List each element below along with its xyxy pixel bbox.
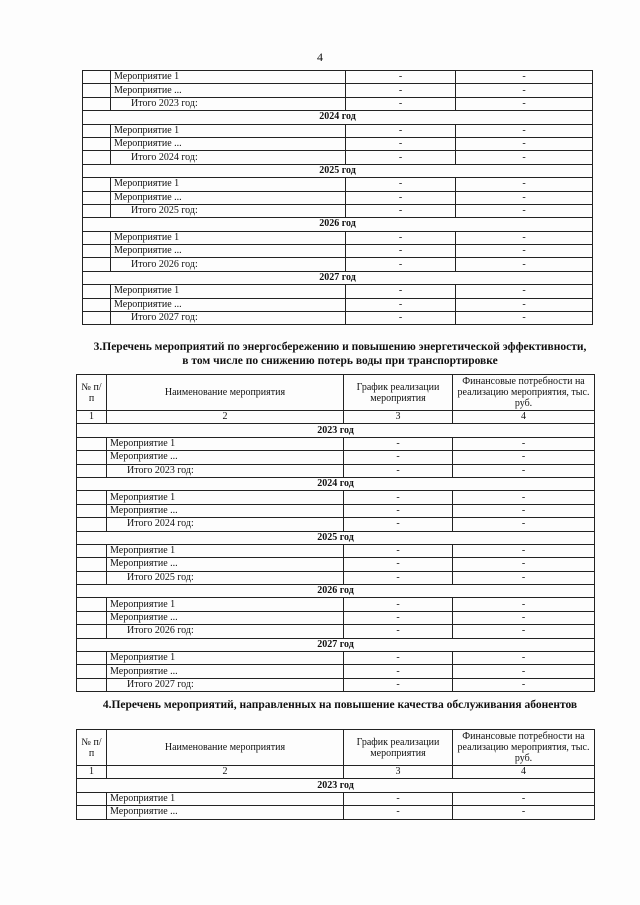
schedule-cell: - [344, 678, 453, 691]
activity-name-cell: Мероприятие 1 [111, 231, 346, 244]
total-row [83, 97, 593, 110]
schedule-cell: - [346, 245, 456, 258]
schedule-cell: - [346, 137, 456, 150]
row-number-cell [77, 464, 107, 477]
schedule-cell: - [344, 544, 453, 557]
total-row [77, 464, 595, 477]
row-number-cell [77, 611, 107, 624]
schedule-cell: - [344, 491, 453, 504]
activity-row [83, 231, 593, 244]
finance-cell: - [453, 806, 595, 819]
row-number-cell [77, 625, 107, 638]
year-header-row [77, 585, 595, 598]
row-number-cell [83, 231, 111, 244]
total-row [83, 258, 593, 271]
total-row [77, 625, 595, 638]
col-number-4: 4 [453, 411, 595, 424]
activity-name-cell: Мероприятие 1 [107, 544, 344, 557]
finance-cell: - [456, 285, 593, 298]
finance-cell: - [453, 544, 595, 557]
column-numbers-row [77, 411, 595, 424]
year-header-row [83, 111, 593, 124]
year-header-row [83, 271, 593, 284]
finance-cell: - [453, 558, 595, 571]
activity-name-cell: Итого 2027 год: [111, 312, 346, 325]
table-header-row [77, 375, 595, 411]
finance-cell: - [453, 611, 595, 624]
row-number-cell [77, 437, 107, 450]
year-header-row [83, 218, 593, 231]
row-number-cell [83, 137, 111, 150]
finance-cell: - [453, 464, 595, 477]
activity-row [77, 558, 595, 571]
row-number-cell [83, 71, 111, 84]
row-number-cell [83, 124, 111, 137]
schedule-cell: - [346, 178, 456, 191]
activity-row [77, 544, 595, 557]
finance-cell: - [453, 652, 595, 665]
activity-name-cell: Мероприятие ... [107, 451, 344, 464]
activity-row [83, 71, 593, 84]
year-label: 2027 год [83, 271, 593, 284]
row-number-cell [83, 84, 111, 97]
row-number-cell [83, 204, 111, 217]
activity-row [77, 491, 595, 504]
row-number-cell [77, 518, 107, 531]
year-label: 2023 год [77, 424, 595, 437]
year-label: 2023 год [77, 779, 595, 792]
schedule-cell: - [346, 97, 456, 110]
schedule-cell: - [344, 652, 453, 665]
row-number-cell [77, 598, 107, 611]
service-quality-table [76, 729, 595, 820]
activity-row [77, 598, 595, 611]
activity-name-cell: Мероприятие ... [111, 298, 346, 311]
finance-cell: - [453, 451, 595, 464]
section-3-heading: 3.Перечень мероприятий по энергосбережению и повышению энергетической эффективности, в том числе по снижению потерь воды при транспортировке [93, 341, 587, 367]
schedule-cell: - [346, 151, 456, 164]
schedule-cell: - [346, 124, 456, 137]
col-number-1: 1 [77, 411, 107, 424]
finance-cell: - [453, 792, 595, 805]
finance-cell: - [456, 124, 593, 137]
finance-cell: - [456, 151, 593, 164]
row-number-cell [83, 151, 111, 164]
finance-cell: - [456, 231, 593, 244]
finance-cell: - [453, 491, 595, 504]
finance-cell: - [456, 178, 593, 191]
finance-cell: - [456, 191, 593, 204]
activity-name-cell: Итого 2024 год: [111, 151, 346, 164]
finance-cell: - [456, 204, 593, 217]
finance-cell: - [456, 245, 593, 258]
activity-row [83, 178, 593, 191]
row-number-cell [77, 678, 107, 691]
row-number-cell [83, 191, 111, 204]
schedule-cell: - [346, 312, 456, 325]
finance-cell: - [453, 571, 595, 584]
activity-row [77, 437, 595, 450]
activity-name-cell: Мероприятие 1 [107, 491, 344, 504]
schedule-cell: - [344, 451, 453, 464]
row-number-cell [83, 312, 111, 325]
activity-row [83, 245, 593, 258]
row-number-cell [77, 652, 107, 665]
schedule-cell: - [344, 437, 453, 450]
activity-name-cell: Мероприятие 1 [111, 71, 346, 84]
row-number-cell [77, 451, 107, 464]
column-numbers-row [77, 766, 595, 779]
schedule-cell: - [346, 231, 456, 244]
activities-table-continued [82, 70, 593, 325]
activity-name-cell: Мероприятие 1 [107, 792, 344, 805]
year-header-row [83, 164, 593, 177]
year-header-row [77, 424, 595, 437]
total-row [83, 312, 593, 325]
year-label: 2026 год [77, 585, 595, 598]
activity-name-cell: Мероприятие ... [107, 504, 344, 517]
total-row [83, 151, 593, 164]
activity-name-cell: Итого 2023 год: [107, 464, 344, 477]
year-label: 2024 год [83, 111, 593, 124]
finance-cell: - [453, 598, 595, 611]
schedule-cell: - [346, 285, 456, 298]
col-number-3: 3 [344, 411, 453, 424]
section-4-heading: 4.Перечень мероприятий, направленных на повышение качества обслуживания абонентов [102, 699, 578, 711]
activity-name-cell: Итого 2026 год: [107, 625, 344, 638]
row-number-cell [77, 792, 107, 805]
col-name-header: Наименование мероприятия [107, 730, 344, 766]
col-number-2: 2 [107, 766, 344, 779]
schedule-cell: - [344, 625, 453, 638]
row-number-cell [77, 544, 107, 557]
year-label: 2025 год [77, 531, 595, 544]
schedule-cell: - [344, 571, 453, 584]
activity-name-cell: Мероприятие 1 [111, 178, 346, 191]
activity-row [77, 504, 595, 517]
schedule-cell: - [344, 464, 453, 477]
row-number-cell [77, 571, 107, 584]
activity-row [77, 451, 595, 464]
page-number: 4 [317, 50, 323, 64]
schedule-cell: - [346, 84, 456, 97]
activity-name-cell: Итого 2027 год: [107, 678, 344, 691]
activity-row [83, 298, 593, 311]
col-number-4: 4 [453, 766, 595, 779]
finance-cell: - [453, 518, 595, 531]
row-number-cell [83, 258, 111, 271]
year-header-row [77, 531, 595, 544]
schedule-cell: - [346, 191, 456, 204]
row-number-cell [83, 97, 111, 110]
activity-row [77, 652, 595, 665]
col-number-header: № п/п [77, 375, 107, 411]
activity-name-cell: Мероприятие ... [111, 191, 346, 204]
activity-row [83, 137, 593, 150]
activity-name-cell: Итого 2024 год: [107, 518, 344, 531]
schedule-cell: - [346, 71, 456, 84]
row-number-cell [83, 298, 111, 311]
activity-row [83, 285, 593, 298]
activity-name-cell: Мероприятие 1 [107, 437, 344, 450]
schedule-cell: - [346, 258, 456, 271]
total-row [77, 678, 595, 691]
activity-name-cell: Итого 2025 год: [111, 204, 346, 217]
activity-name-cell: Итого 2023 год: [111, 97, 346, 110]
schedule-cell: - [344, 611, 453, 624]
table-header-row [77, 730, 595, 766]
row-number-cell [77, 491, 107, 504]
schedule-cell: - [344, 806, 453, 819]
schedule-cell: - [346, 298, 456, 311]
schedule-cell: - [344, 665, 453, 678]
activity-name-cell: Мероприятие 1 [107, 598, 344, 611]
col-schedule-header: График реализации мероприятия [344, 730, 453, 766]
finance-cell: - [456, 312, 593, 325]
col-number-3: 3 [344, 766, 453, 779]
finance-cell: - [456, 137, 593, 150]
col-schedule-header: График реализации мероприятия [344, 375, 453, 411]
activity-name-cell: Итого 2025 год: [107, 571, 344, 584]
total-row [77, 518, 595, 531]
finance-cell: - [453, 625, 595, 638]
schedule-cell: - [344, 504, 453, 517]
row-number-cell [77, 558, 107, 571]
activity-row [77, 792, 595, 805]
schedule-cell: - [344, 792, 453, 805]
finance-cell: - [453, 504, 595, 517]
col-number-2: 2 [107, 411, 344, 424]
activity-name-cell: Мероприятие ... [107, 611, 344, 624]
activity-name-cell: Мероприятие ... [111, 137, 346, 150]
finance-cell: - [456, 71, 593, 84]
finance-cell: - [456, 298, 593, 311]
activity-row [77, 611, 595, 624]
activity-name-cell: Мероприятие ... [107, 558, 344, 571]
year-label: 2024 год [77, 477, 595, 490]
activity-row [83, 191, 593, 204]
year-label: 2026 год [83, 218, 593, 231]
total-row [77, 571, 595, 584]
activity-name-cell: Мероприятие ... [111, 84, 346, 97]
year-header-row [77, 638, 595, 651]
col-number-header: № п/п [77, 730, 107, 766]
activity-name-cell: Мероприятие ... [107, 665, 344, 678]
activity-row [83, 84, 593, 97]
activity-name-cell: Мероприятие 1 [107, 652, 344, 665]
activity-name-cell: Мероприятие 1 [111, 285, 346, 298]
activity-row [77, 806, 595, 819]
year-label: 2025 год [83, 164, 593, 177]
activity-row [77, 665, 595, 678]
activity-name-cell: Мероприятие 1 [111, 124, 346, 137]
row-number-cell [77, 504, 107, 517]
col-finance-header: Финансовые потребности на реализацию мероприятия, тыс. руб. [453, 375, 595, 411]
finance-cell: - [456, 97, 593, 110]
activity-name-cell: Итого 2026 год: [111, 258, 346, 271]
year-header-row [77, 779, 595, 792]
year-header-row [77, 477, 595, 490]
finance-cell: - [456, 84, 593, 97]
schedule-cell: - [344, 558, 453, 571]
row-number-cell [83, 285, 111, 298]
total-row [83, 204, 593, 217]
finance-cell: - [453, 678, 595, 691]
col-number-1: 1 [77, 766, 107, 779]
year-label: 2027 год [77, 638, 595, 651]
row-number-cell [77, 665, 107, 678]
row-number-cell [83, 245, 111, 258]
activity-name-cell: Мероприятие ... [107, 806, 344, 819]
activity-name-cell: Мероприятие ... [111, 245, 346, 258]
col-finance-header: Финансовые потребности на реализацию мероприятия, тыс. руб. [453, 730, 595, 766]
finance-cell: - [453, 665, 595, 678]
finance-cell: - [453, 437, 595, 450]
activity-row [83, 124, 593, 137]
schedule-cell: - [346, 204, 456, 217]
row-number-cell [83, 178, 111, 191]
schedule-cell: - [344, 598, 453, 611]
finance-cell: - [456, 258, 593, 271]
row-number-cell [77, 806, 107, 819]
schedule-cell: - [344, 518, 453, 531]
energy-saving-table [76, 374, 595, 692]
col-name-header: Наименование мероприятия [107, 375, 344, 411]
